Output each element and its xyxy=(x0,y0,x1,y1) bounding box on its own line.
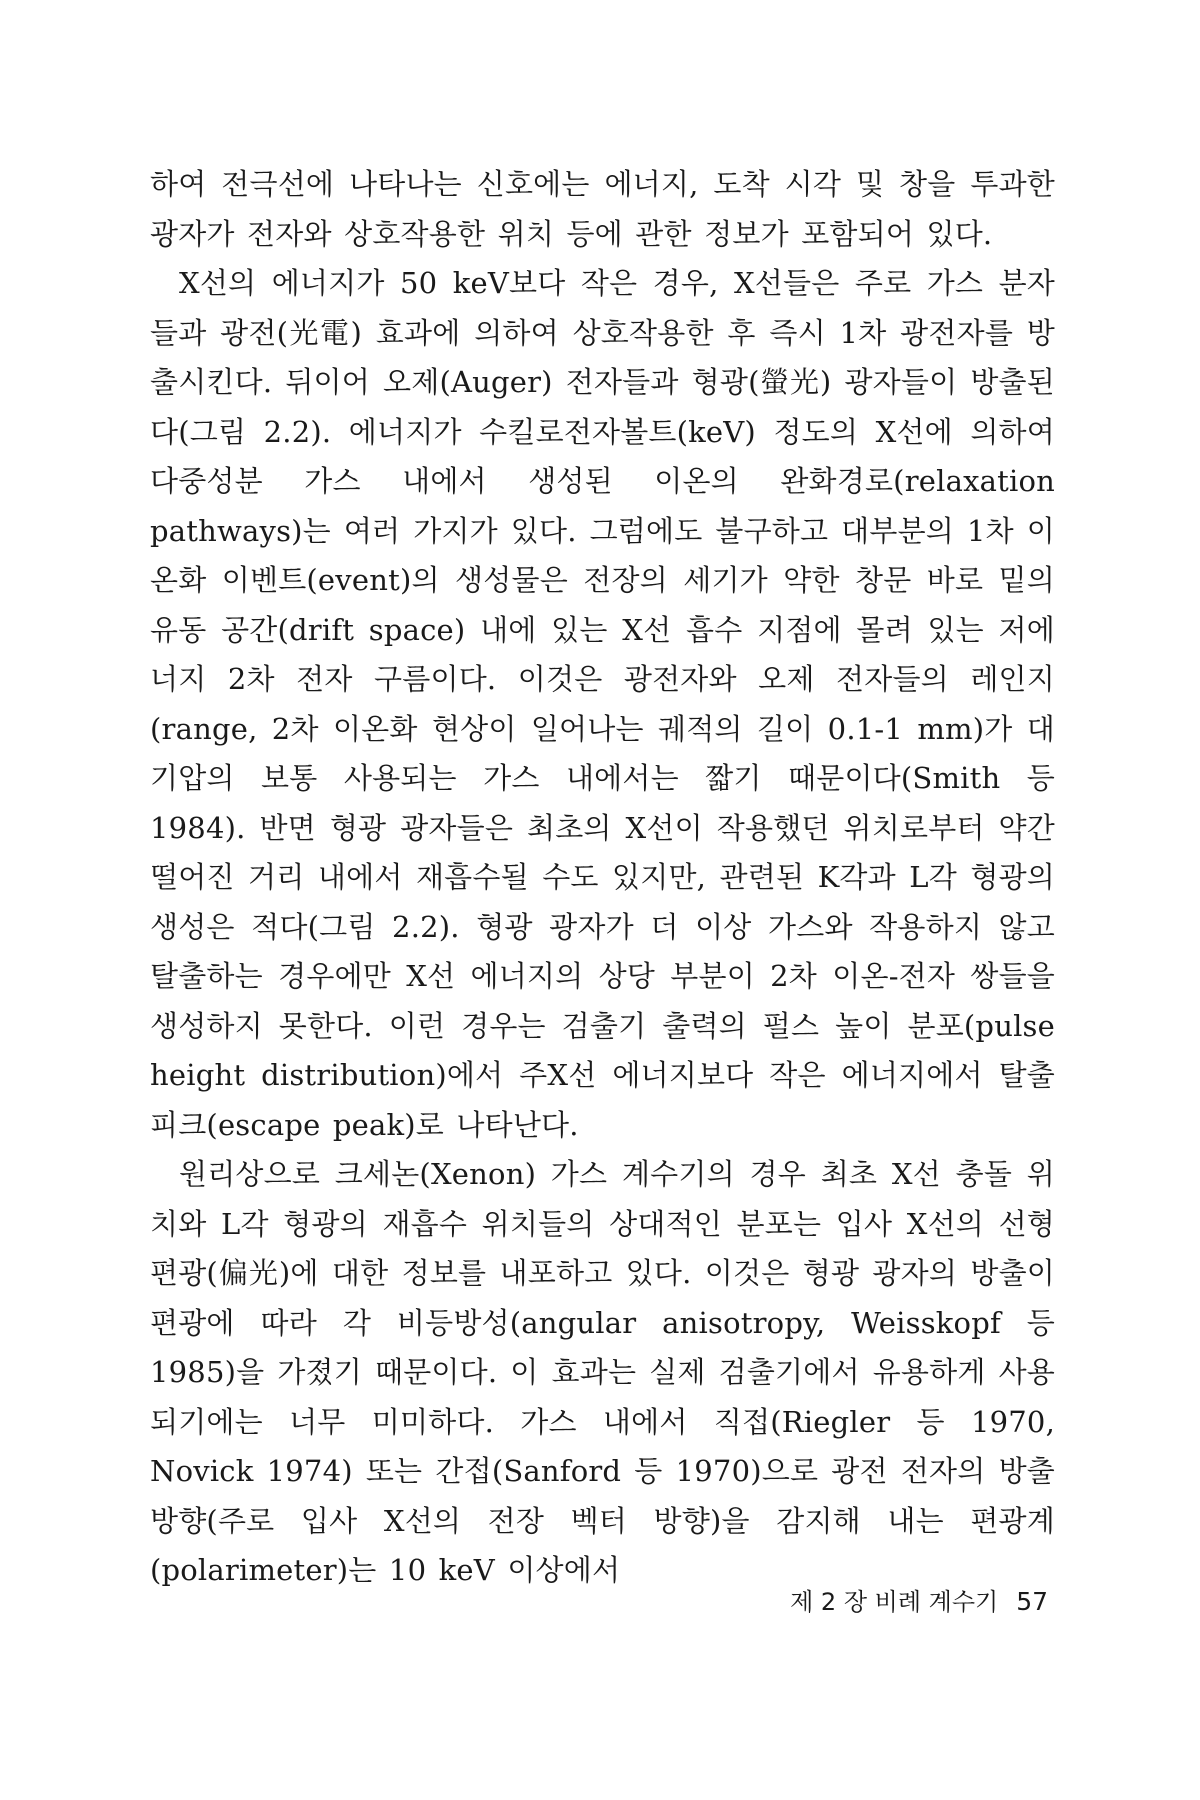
page-footer xyxy=(790,1582,1048,1617)
paragraph-continuation: 하여 전극선에 나타나는 신호에는 에너지, 도착 시각 및 창을 투과한 광자가 전자와 상호작용한 위치 등에 관한 정보가 포함되어 있다. xyxy=(150,167,1055,251)
page-body xyxy=(150,160,1055,1596)
running-footer-chapter: 제 2 장 비례 계수기 xyxy=(790,1588,999,1616)
paragraph-polarization: 원리상으로 크세논(Xenon) 가스 계수기의 경우 최초 X선 충돌 위치와 L각 형광의 재흡수 위치들의 상대적인 분포는 입사 X선의 선형 편광(偏光)에 대한 정보를 내포하고 있다. 이것은 형광 광자의 방출이 편광에 따라 각 비등방성(angular anisotropy, Weisskopf 등 1985)을 가졌기 때문이다. 이 효과는 실제 검출기에서 유용하게 사용되기에는 너무 미미하다. 가스 내에서 직접(Riegler 등 1970, Novick 1974) 또는 간접(Sanford 등 1970)으로 광전 전자의 방출 방향(주로 입사 X선의 전장 벡터 방향)을 감지해 내는 편광계(polarimeter)는 10 keV 이상에서 xyxy=(150,1157,1055,1587)
paragraph-xray-interaction: X선의 에너지가 50 keV보다 작은 경우, X선들은 주로 가스 분자들과 광전(光電) 효과에 의하여 상호작용한 후 즉시 1차 광전자를 방출시킨다. 뒤이어 오제(Auger) 전자들과 형광(螢光) 광자들이 방출된다(그림 2.2). 에너지가 수킬로전자볼트(keV) 정도의 X선에 의하여 다중성분 가스 내에서 생성된 이온의 완화경로(relaxation pathways)는 여러 가지가 있다. 그럼에도 불구하고 대부분의 1차 이온화 이벤트(event)의 생성물은 전장의 세기가 약한 창문 바로 밑의 유동 공간(drift space) 내에 있는 X선 흡수 지점에 몰려 있는 저에너지 2차 전자 구름이다. 이것은 광전자와 오제 전자들의 레인지(range, 2차 이온화 현상이 일어나는 궤적의 길이 0.1-1 mm)가 대기압의 보통 사용되는 가스 내에서는 짧기 때문이다(Smith 등 1984). 반면 형광 광자들은 최초의 X선이 작용했던 위치로부터 약간 떨어진 거리 내에서 재흡수될 수도 있지만, 관련된 K각과 L각 형광의 생성은 적다(그림 2.2). 형광 광자가 더 이상 가스와 작용하지 않고 탈출하는 경우에만 X선 에너지의 상당 부분이 2차 이온-전자 쌍들을 생성하지 못한다. 이런 경우는 검출기 출력의 펄스 높이 분포(pulse height distribution)에서 주X선 에너지보다 작은 에너지에서 탈출 피크(escape peak)로 나타난다. xyxy=(150,266,1055,1142)
page-number: 57 xyxy=(1016,1587,1048,1616)
